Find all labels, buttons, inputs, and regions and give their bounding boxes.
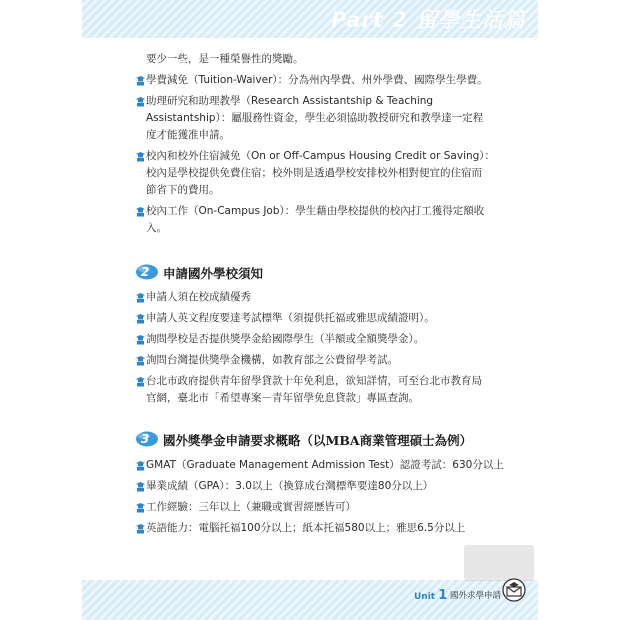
intro-line: 要少一些，是一種榮譽性的獎勵。: [146, 53, 304, 65]
section-title: 申請國外學校須知: [163, 266, 264, 281]
list-item-line: GMAT（Graduate Management Admission Test）認證考試：630分以上: [146, 459, 504, 471]
graduate-bullet-icon: [135, 292, 146, 303]
list-item-line: 校內是學校提供免費住宿；校外則是透過學校安排校外相對便宜的住宿而: [146, 167, 482, 179]
list-item-line: 英語能力：電腦托福100分以上；紙本托福580以上；雅思6.5分以上: [146, 522, 466, 534]
list-item-line: 畢業成績（GPA）：3.0以上（換算成台灣標準要達80分以上）: [146, 480, 434, 492]
list-item-line: 度才能獲准申請。: [146, 129, 230, 141]
list-item-line: 申請人須在校成績優秀: [146, 291, 251, 303]
graduate-bullet-icon: [135, 75, 146, 86]
graduate-bullet-icon: [135, 313, 146, 324]
graduate-bullet-icon: [135, 151, 146, 162]
unit-number: 1: [438, 588, 448, 603]
section-title: 國外獎學金申請要求概略（以MBA商業管理碩士為例）: [163, 433, 473, 448]
list-item-line: Assistantship）：屬服務性資金，學生必須協助教授研究和教學達一定程: [146, 112, 484, 124]
graduate-bullet-icon: [135, 206, 146, 217]
list-item-line: 詢問學校是否提供獎學金給國際學生（半額或全額獎學金）。: [146, 333, 425, 345]
list-item-line: 學費減免（Tuition-Waiver）：分為州內學費、州外學費、國際學生學費。: [146, 74, 488, 86]
graduate-bullet-icon: [135, 376, 146, 387]
graduate-bullet-icon: [135, 96, 146, 107]
graduate-bullet-icon: [135, 481, 146, 492]
graduate-bullet-icon: [135, 334, 146, 345]
section-number: 2: [140, 265, 150, 279]
graduate-bullet-icon: [135, 355, 146, 366]
list-item-line: 校內和校外住宿減免（On or Off-Campus Housing Credit or Saving）：: [146, 150, 496, 162]
list-item-line: 助理研究和助理教學（Research Assistantship & Teaching: [146, 95, 434, 107]
footer-chapter-title: 國外求學申請: [450, 591, 502, 601]
graduate-bullet-icon: [135, 502, 146, 513]
section-number-badge: [135, 429, 159, 447]
part-title: Part 2 留學生活篇: [331, 8, 526, 32]
book-page: [82, 0, 538, 620]
list-item-line: 校內工作（On-Campus Job）：學生藉由學校提供的校內打工獲得定額收: [146, 205, 485, 217]
graduate-bullet-icon: [135, 460, 146, 471]
list-item-line: 台北市政府提供青年留學貸款十年免利息，欲知詳情，可至台北市教育局: [146, 375, 482, 387]
graduation-mail-icon: [501, 577, 527, 603]
list-item-line: 入。: [146, 222, 167, 234]
header-stripe-band: [82, 0, 538, 38]
watermark-logo: [464, 545, 534, 581]
list-item-line: 節省下的費用。: [146, 184, 220, 196]
section-number: 3: [140, 432, 150, 446]
unit-word: Unit: [414, 592, 436, 602]
graduate-bullet-icon: [135, 523, 146, 534]
list-item-line: 申請人英文程度要達考試標準（須提供托福或雅思成績證明）。: [146, 312, 435, 324]
section-number-badge: [135, 262, 159, 280]
list-item-line: 詢問台灣提供獎學金機構，如教育部之公費留學考試。: [146, 354, 398, 366]
list-item-line: 工作經驗：三年以上（兼職或實習經歷皆可）: [146, 501, 356, 513]
footer-unit-label: [414, 588, 447, 603]
list-item-line: 官網，臺北市「希望專案－青年留學免息貸款」專區查詢。: [146, 392, 419, 404]
